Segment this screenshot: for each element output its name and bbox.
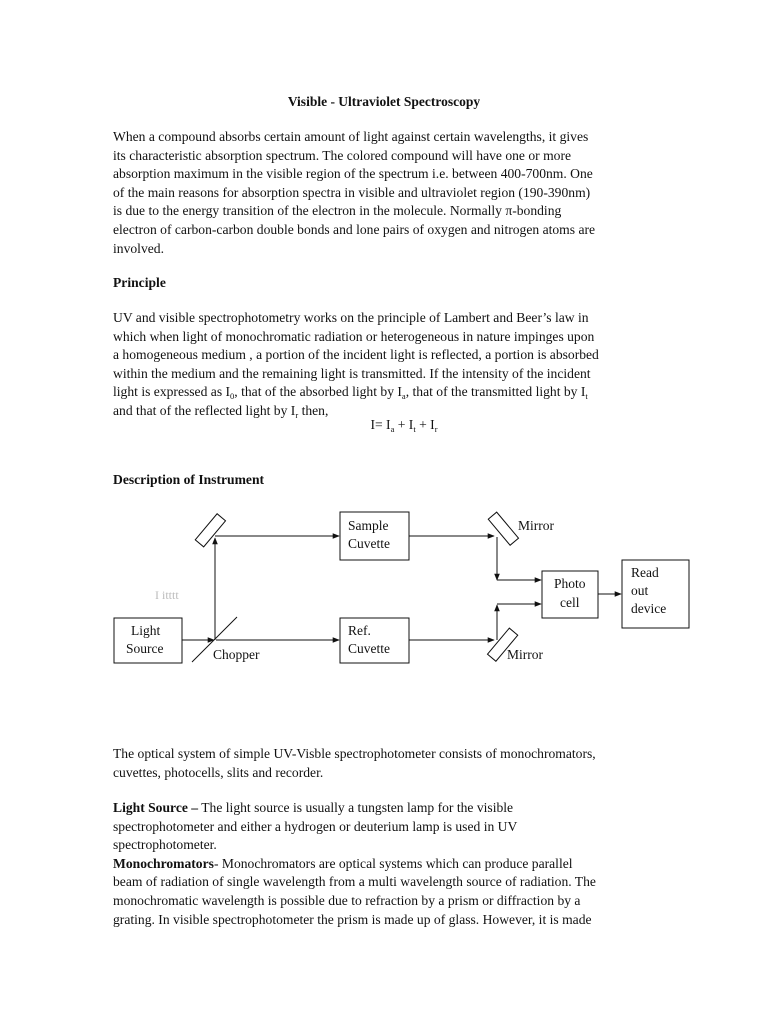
text-run: , that of the absorbed light by I xyxy=(234,384,402,400)
intro-line: absorption maximum in the visible region of the spectrum i.e. between 400-700nm. One xyxy=(113,166,593,182)
principle-line: within the medium and the remaining light is transmitted. If the intensity of the incident xyxy=(113,365,591,381)
subscript: a xyxy=(401,391,406,402)
principle-line: a homogeneous medium , a portion of the incident light is reflected, a portion is absorbed xyxy=(113,347,599,363)
read-out-label-1: Read xyxy=(631,565,659,580)
mirror-bottom-label: Mirror xyxy=(507,647,543,662)
read-out-label-2: out xyxy=(631,583,649,598)
intro-line: of the main reasons for absorption spectra in visible and ultraviolet region (190-390nm) xyxy=(113,184,591,200)
mono-line: grating. In visible spectrophotometer the prism is made up of glass. However, it is made xyxy=(113,911,592,927)
ref-cuvette-label-2: Cuvette xyxy=(348,641,390,656)
optical-line: The optical system of simple UV-Visble spectrophotometer consists of monochromators, xyxy=(113,746,596,761)
light-source-paragraph xyxy=(113,799,658,929)
text-run: and that of the reflected light by I xyxy=(113,402,296,418)
mirror-top-label: Mirror xyxy=(518,518,554,533)
eq-lhs: I= I xyxy=(370,417,391,432)
optical-system-paragraph xyxy=(113,745,658,782)
document-title: Visible - Ultraviolet Spectroscopy xyxy=(287,94,481,109)
intro-line: When a compound absorbs certain amount of light against certain wavelengths, it gives xyxy=(113,129,589,144)
text-run: then, xyxy=(298,402,329,418)
monochromators-term: Monochromators xyxy=(113,855,214,871)
sample-cuvette-label-1: Sample xyxy=(348,518,389,533)
subscript: a xyxy=(390,424,395,434)
light-source-label-1: Light xyxy=(131,623,161,638)
faint-mark: I itttt xyxy=(155,588,179,602)
ref-cuvette-label-1: Ref. xyxy=(348,623,371,638)
sample-cuvette-label-2: Cuvette xyxy=(348,536,390,551)
top-left-mirror xyxy=(195,514,225,547)
top-right-mirror xyxy=(488,512,518,545)
intro-line: is due to the energy transition of the electron in the molecule. Normally π-bonding xyxy=(113,203,562,219)
mono-line: beam of radiation of single wavelength from a multi wavelength source of radiation. The xyxy=(113,874,596,890)
read-out-label-3: device xyxy=(631,601,667,616)
subscript: t xyxy=(585,391,588,402)
photo-cell-label-1: Photo xyxy=(554,576,586,591)
light-source-line: spectrophotometer. xyxy=(113,837,217,853)
light-source-label-2: Source xyxy=(126,641,164,656)
light-source-line xyxy=(113,799,658,818)
intro-line: its characteristic absorption spectrum. The colored compound will have one or more xyxy=(113,147,572,163)
subscript: t xyxy=(413,424,416,434)
intro-line: involved. xyxy=(113,240,164,256)
text-run: light is expressed as I xyxy=(113,384,231,400)
principle-line: which when light of monochromatic radiation or heterogeneous in nature impinges upon xyxy=(113,328,595,344)
optical-line: cuvettes, photocells, slits and recorder. xyxy=(113,764,324,780)
eq-term: + I xyxy=(394,417,414,432)
subscript: 0 xyxy=(230,391,235,402)
subscript: r xyxy=(434,424,438,434)
mono-line xyxy=(113,855,658,874)
text-run: The light source is usually a tungsten lamp for the visible xyxy=(198,800,514,815)
principle-line: UV and visible spectrophotometry works on the principle of Lambert and Beer’s law in xyxy=(113,310,589,325)
eq-term: + I xyxy=(415,417,435,432)
photo-cell-label-2: cell xyxy=(560,595,580,610)
light-source-line: spectrophotometer and either a hydrogen or deuterium lamp is used in UV xyxy=(113,818,518,834)
subscript: r xyxy=(295,409,299,420)
principle-heading: Principle xyxy=(113,275,166,290)
intro-line: electron of carbon-carbon double bonds and lone pairs of oxygen and nitrogen atoms are xyxy=(113,221,596,237)
instrument-heading: Description of Instrument xyxy=(113,472,265,487)
text-run: - Monochromators are optical systems which can produce parallel xyxy=(213,855,573,871)
chopper-label: Chopper xyxy=(213,647,260,662)
mono-line: monochromatic wavelength is possible due to refraction by a prism or diffraction by a xyxy=(113,892,581,908)
text-run: , that of the transmitted light by I xyxy=(405,384,586,400)
light-source-term: Light Source – xyxy=(113,800,199,815)
